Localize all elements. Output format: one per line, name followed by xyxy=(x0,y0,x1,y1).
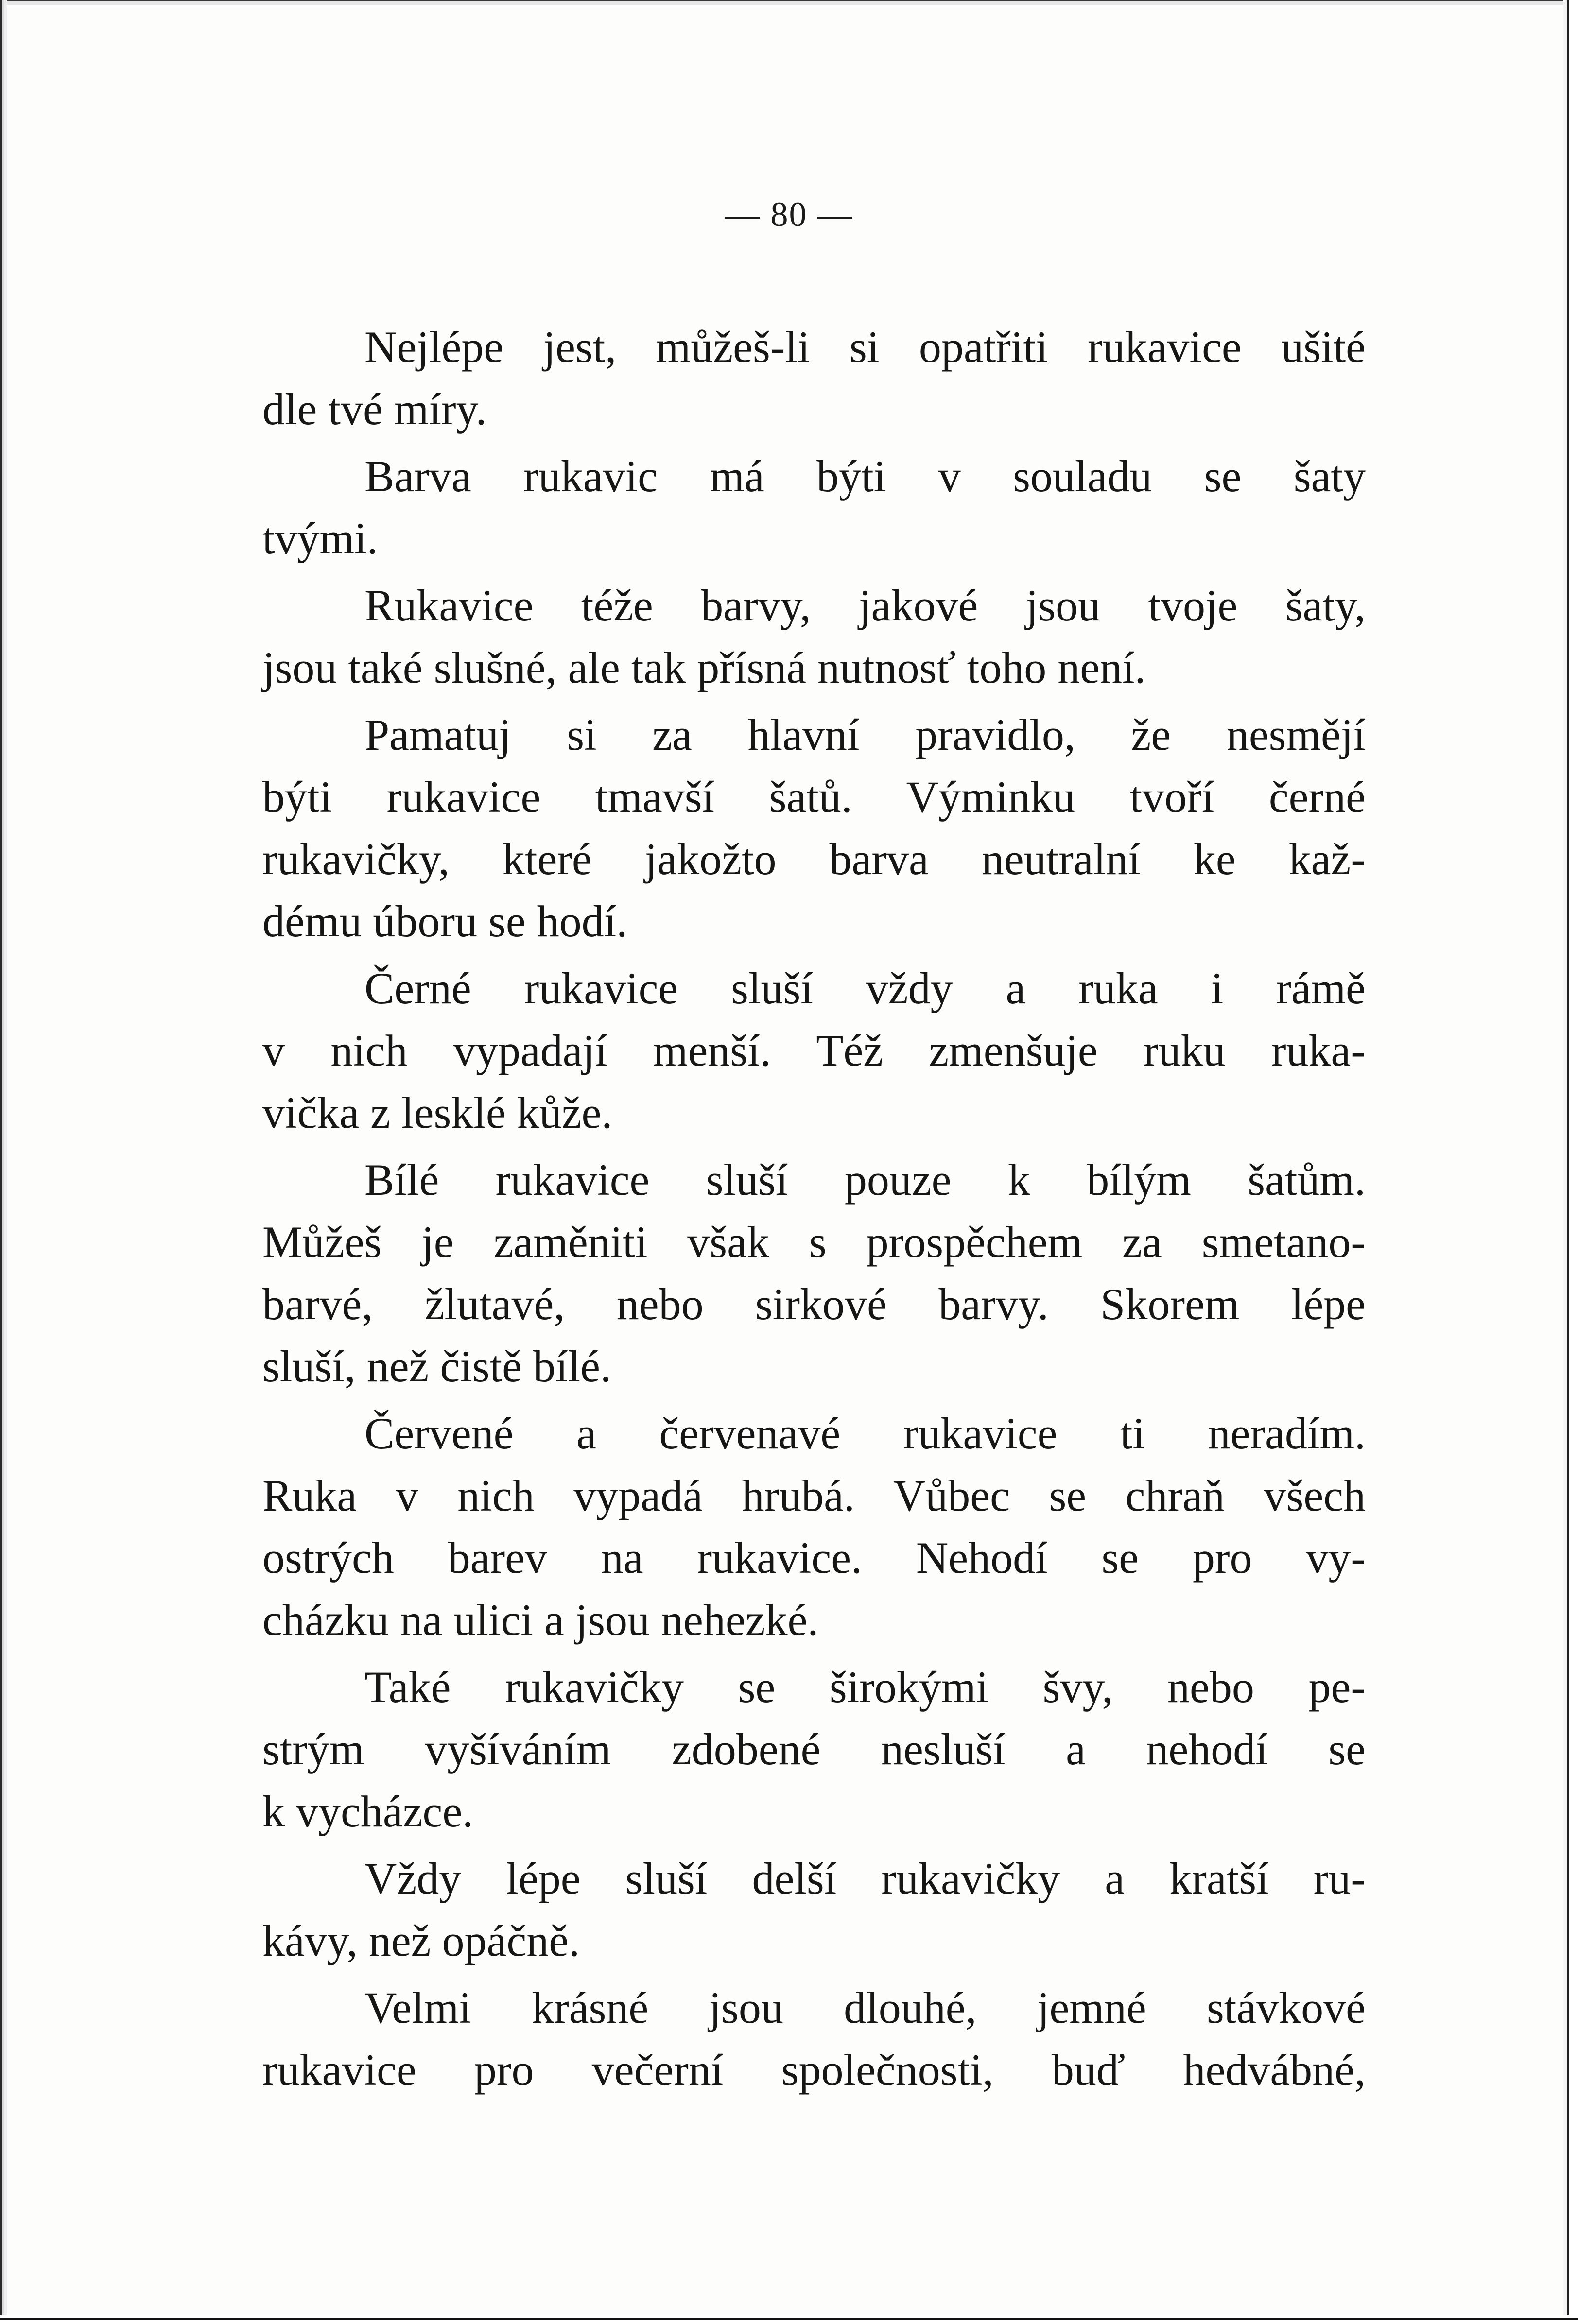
text-line: Nejlépe jest, můžeš-li si opatřiti rukavice ušité xyxy=(364,322,1366,372)
text-line: sluší, než čistě bílé. xyxy=(262,1342,611,1391)
text-line: Bílé rukavice sluší pouze k bílým šatům. xyxy=(364,1155,1366,1205)
text-line: Červené a červenavé rukavice ti neradím. xyxy=(364,1409,1366,1458)
scan-edge-right xyxy=(1563,0,1578,2324)
paragraph xyxy=(262,574,1366,699)
text-line: tvými. xyxy=(262,514,378,563)
paragraph xyxy=(262,1402,1366,1651)
paragraph xyxy=(262,957,1366,1144)
text-line: k vycházce. xyxy=(262,1787,474,1836)
text-line: barvé, žlutavé, nebo sirkové barvy. Skorem lépe xyxy=(262,1279,1366,1329)
text-line: kávy, než opáčně. xyxy=(262,1916,580,1965)
paragraph xyxy=(262,1847,1366,1972)
body-text xyxy=(262,316,1366,2101)
text-line: cházku na ulici a jsou nehezké. xyxy=(262,1595,819,1645)
text-line: Barva rukavic má býti v souladu se šaty xyxy=(364,451,1366,501)
text-line: rukavice pro večerní společnosti, buď hedvábné, xyxy=(262,2045,1366,2095)
text-line: strým vyšíváním zdobené nesluší a nehodí se xyxy=(262,1724,1366,1774)
page-number: — 80 — xyxy=(725,195,853,234)
text-line: ostrých barev na rukavice. Nehodí se pro vy- xyxy=(262,1533,1366,1583)
text-line: vička z lesklé kůže. xyxy=(262,1088,613,1137)
text-line: jsou také slušné, ale tak přísná nutnosť toho není. xyxy=(262,643,1146,692)
text-line: Černé rukavice sluší vždy a ruka i rámě xyxy=(364,964,1366,1013)
text-line: dle tvé míry. xyxy=(262,384,487,434)
scan-edge-bottom xyxy=(0,2315,1578,2324)
paragraph xyxy=(262,445,1366,569)
text-line: Můžeš je zaměniti však s prospěchem za smetano- xyxy=(262,1217,1366,1267)
paragraph xyxy=(262,1656,1366,1842)
text-line: Rukavice téže barvy, jakové jsou tvoje šaty, xyxy=(364,581,1366,630)
paragraph xyxy=(262,1977,1366,2101)
paragraph xyxy=(262,704,1366,952)
text-line: Vždy lépe sluší delší rukavičky a kratší ru- xyxy=(364,1854,1366,1903)
text-line: v nich vypadají menší. Též zmenšuje ruku ruka- xyxy=(262,1026,1366,1075)
text-line: Také rukavičky se širokými švy, nebo pe- xyxy=(364,1662,1366,1712)
paragraph xyxy=(262,316,1366,440)
text-line: Pamatuj si za hlavní pravidlo, že nesmějí xyxy=(364,710,1366,759)
paragraph xyxy=(262,1149,1366,1397)
text-line: rukavičky, které jakožto barva neutralní ke kaž- xyxy=(262,834,1366,884)
text-line: býti rukavice tmavší šatů. Výminku tvoří černé xyxy=(262,772,1366,822)
scan-edge-top xyxy=(0,0,1578,5)
text-line: Velmi krásné jsou dlouhé, jemné stávkové xyxy=(364,1983,1366,2032)
text-line: dému úboru se hodí. xyxy=(262,896,628,946)
text-line: Ruka v nich vypadá hrubá. Vůbec se chraň všech xyxy=(262,1471,1366,1520)
scan-edge-left xyxy=(0,0,7,2324)
